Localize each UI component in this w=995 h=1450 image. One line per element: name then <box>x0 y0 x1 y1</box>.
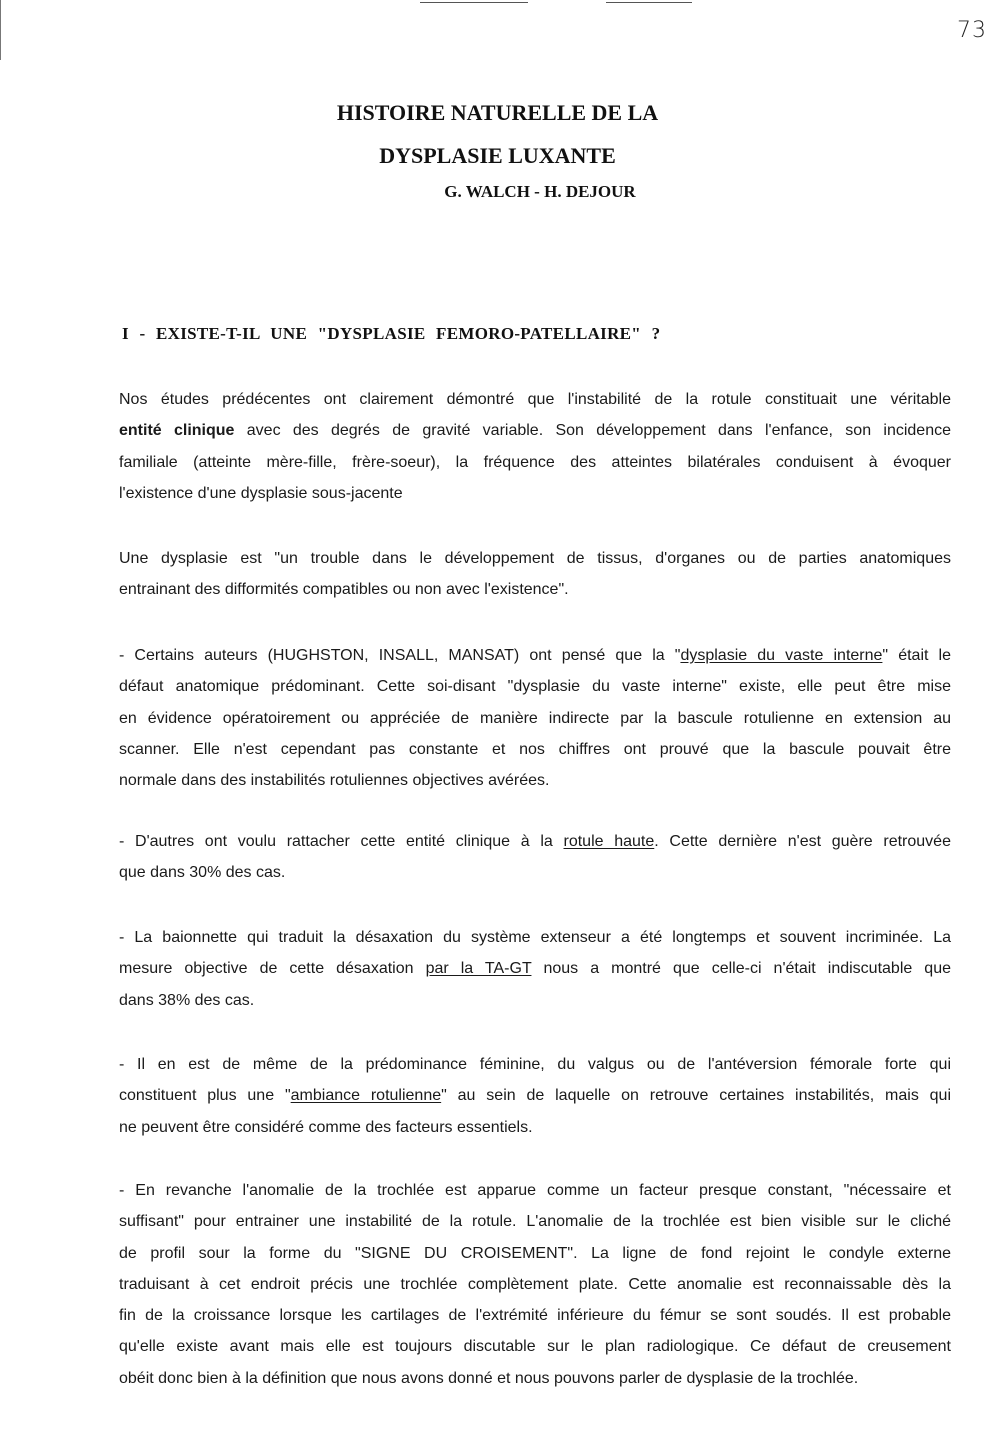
authors: G. WALCH - H. DEJOUR <box>444 182 636 201</box>
scan-top-mark <box>606 2 692 3</box>
text-line <box>119 640 951 671</box>
underlined-term: ambiance rotulienne <box>290 1087 442 1105</box>
text-line <box>119 953 951 984</box>
text-line: traduisant à cet endroit précis une trochlée complètement plate. Cette anomalie est reconnaissable dès la <box>119 1275 951 1293</box>
underlined-term: dysplasie du vaste interne <box>680 647 883 664</box>
text-line: - La baionnette qui traduit la désaxation du système extenseur a été longtemps et souvent incriminée. La <box>119 929 951 946</box>
paragraph-3 <box>119 640 951 796</box>
text-line: défaut anatomique prédominant. Cette soi-disant "dysplasie du vaste interne" existe, elle peut être mise <box>119 678 951 696</box>
paragraph-5 <box>119 922 951 1016</box>
text-line: suffisant" pour entrainer une instabilité de la rotule. L'anomalie de la trochlée est bien visible sur le cliché <box>119 1213 951 1231</box>
scan-left-edge <box>0 0 4 60</box>
scan-top-mark <box>420 2 528 3</box>
paragraph-1 <box>119 384 951 509</box>
text-line: fin de la croissance lorsque les cartilages de l'extrémité inférieure du fémur se sont soudés. Il est probable <box>119 1307 951 1325</box>
underlined-term: rotule haute <box>563 833 655 850</box>
text-line: qu'elle existe avant mais elle est toujours discutable sur le plan radiologique. Ce défaut de creusement <box>119 1338 951 1356</box>
text-line <box>119 1080 951 1111</box>
text-line: scanner. Elle n'est cependant pas constante et nos chiffres ont prouvé que la bascule pouvait être <box>119 740 951 758</box>
text-line: en évidence opératoirement ou appréciée de manière indirecte par la bascule rotulienne en extension au <box>119 709 951 727</box>
text-span: avec des degrés de gravité variable. Son développement dans l'enfance, son incidence <box>234 422 952 440</box>
text-line: dans 38% des cas. <box>119 991 255 1009</box>
paragraph-4 <box>119 826 951 889</box>
text-line: obéit donc bien à la définition que nous avons donné et nous pouvons parler de dysplasie de la trochlée. <box>119 1369 859 1387</box>
text-span: - Certains auteurs (HUGHSTON, INSALL, MANSAT) ont pensé que la " <box>119 647 681 664</box>
underlined-term: par la TA-GT <box>425 960 532 978</box>
text-line: de profil sour la forme du "SIGNE DU CROISEMENT". La ligne de fond rejoint le condyle externe <box>119 1244 951 1262</box>
paragraph-7 <box>119 1175 951 1394</box>
text-line <box>119 826 951 857</box>
text-line: que dans 30% des cas. <box>119 864 286 882</box>
text-span: " était le <box>882 647 952 664</box>
bold-term: entité clinique <box>119 422 235 440</box>
text-line: ne peuvent être considéré comme des facteurs essentiels. <box>119 1118 533 1136</box>
text-span: . Cette dernière n'est guère retrouvée <box>654 833 951 850</box>
text-line: Nos études prédécentes ont clairement démontré que l'instabilité de la rotule constituait une véritable <box>119 391 951 408</box>
text-line: familiale (atteinte mère-fille, frère-soeur), la fréquence des atteintes bilatérales conduisent à évoquer <box>119 453 951 471</box>
page-number: 73 <box>957 18 987 43</box>
text-span: mesure objective de cette désaxation <box>119 960 426 978</box>
text-line: entrainant des difformités compatibles ou non avec l'existence". <box>119 581 569 599</box>
text-line: - En revanche l'anomalie de la trochlée est apparue comme un facteur presque constant, "nécessaire et <box>119 1182 951 1199</box>
text-line: - Il en est de même de la prédominance féminine, du valgus ou de l'antéversion fémorale forte qui <box>119 1056 951 1073</box>
text-line: normale dans des instabilités rotuliennes objectives avérées. <box>119 772 550 790</box>
text-line: l'existence d'une dysplasie sous-jacente <box>119 484 403 502</box>
text-span: - D'autres ont voulu rattacher cette entité clinique à la <box>119 833 564 850</box>
title-line-2: DYSPLASIE LUXANTE <box>379 143 616 168</box>
paragraph-6 <box>119 1049 951 1143</box>
text-span: nous a montré que celle-ci n'était indiscutable que <box>531 960 952 978</box>
paragraph-2 <box>119 543 951 606</box>
text-span: constituent plus une " <box>119 1087 291 1105</box>
section-heading: I - EXISTE-T-IL UNE "DYSPLASIE FEMORO-PATELLAIRE" ? <box>122 324 661 343</box>
text-line: Une dysplasie est "un trouble dans le développement de tissus, d'organes ou de parties anatomiques <box>119 550 951 567</box>
text-span: " au sein de laquelle on retrouve certaines instabilités, mais qui <box>441 1087 952 1105</box>
text-line <box>119 415 951 446</box>
title-line-1: HISTOIRE NATURELLE DE LA <box>336 100 659 125</box>
